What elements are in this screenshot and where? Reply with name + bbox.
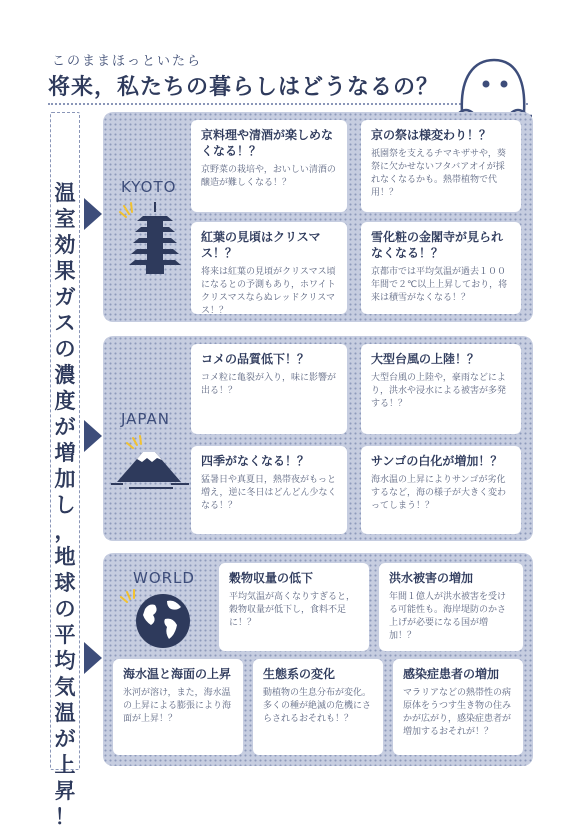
card-body: 動植物の生息分布が変化。多くの種が絶滅の危機にさらされるおそれも！？ [263,688,372,724]
section-label-kyoto: KYOTO [121,178,177,196]
side-vertical-text: 温 室 効 果 ガ ス の 濃 度 が 増 加 し ， 地 球 の 平 均 気 温 が 上 昇 ！ [54,181,76,829]
card-body: 将来は紅葉の見頃がクリスマス頃になるとの予測もあり，ホワイトクリスマスならぬレッドクリスマス！？ [201,267,336,316]
mount-fuji-icon [109,434,191,492]
card-world-ecosystem [253,659,383,755]
card-title: 京料理や清酒が楽しめなくなる！？ [201,128,334,158]
card-body: 大型台風の上陸や，豪雨などにより，洪水や浸水による被害が多発する！？ [371,373,507,409]
arrow-world-icon [84,642,102,674]
card-body: 猛暑日や真夏日，熱帯夜がもっと増え，逆に冬日はどんどん少なくなる！？ [201,475,337,511]
card-world-infectious-disease [393,659,523,755]
card-body: 祇園祭を支えるチマキザサや，葵祭に欠かせないフタバアオイが採れなくなるかも。熱帯植物で代用！？ [371,149,506,198]
arrow-kyoto-icon [84,198,102,230]
card-title: サンゴの白化が増加！？ [371,454,503,468]
card-japan-typhoon [361,344,521,434]
card-title: 雪化粧の金閣寺が見られなくなる！？ [371,230,504,260]
card-world-flood [379,563,523,651]
card-title: 大型台風の上陸！？ [371,352,480,366]
panel-world [103,553,533,766]
card-body: マラリアなどの熱帯性の病原体をうつす生き物の住みかが広がり，感染症患者が増加するおそれが！？ [403,688,512,737]
card-japan-rice [191,344,347,434]
card-body: 平均気温が高くなりすぎると，穀物収量が低下し，食料不足に！？ [229,592,356,628]
card-title: 洪水被害の増加 [389,571,474,585]
card-world-crop-yield [219,563,369,651]
card-body: 京野菜の栽培や，おいしい清酒の醸造が難しくなる！？ [201,165,336,188]
panel-kyoto [103,112,533,322]
card-title: 感染症患者の増加 [403,667,500,681]
section-label-world: WORLD [133,569,195,587]
card-title: コメの品質低下！？ [201,352,310,366]
card-title: 紅葉の見頃はクリスマス！？ [201,230,321,260]
card-japan-coral [361,446,521,534]
pagoda-icon [117,200,187,280]
card-title: 四季がなくなる！？ [201,454,310,468]
card-title: 京の祭は様変わり！？ [371,128,492,142]
card-title: 穀物収量の低下 [229,571,314,585]
card-body: 氷河が溶け，また，海水温の上昇による膨張により海面が上昇！？ [123,688,232,724]
card-kyoto-festival [361,120,521,212]
page-title: 将来，私たちの暮らしはどうなるの？ [48,75,440,100]
card-kyoto-autumn-leaves [191,222,347,314]
card-body: 京都市では平均気温が過去１００年間で２℃以上上昇しており，将来は積雪がなくなる！？ [371,267,508,303]
arrow-japan-icon [84,420,102,452]
card-kyoto-kinkakuji-snow [361,222,521,314]
card-world-sea-level [113,659,243,755]
card-japan-seasons [191,446,347,534]
card-body: 海水温の上昇によりサンゴが劣化するなど，海の様子が大きく変わってしまう！？ [371,475,507,511]
card-title: 生態系の変化 [263,667,336,681]
header-subtitle: このままほっといたら [52,54,203,69]
card-body: 年間１億人が洪水被害を受ける可能性も。海岸堤防のかさ上げが必要になる国が増加！？ [389,592,507,641]
card-title: 海水温と海面の上昇 [123,667,232,681]
section-label-japan: JAPAN [121,410,170,428]
card-body: コメ粒に亀裂が入り，味に影響が出る！？ [201,373,337,396]
panel-japan [103,336,533,541]
globe-icon [115,589,195,651]
card-kyoto-cuisine [191,120,347,212]
